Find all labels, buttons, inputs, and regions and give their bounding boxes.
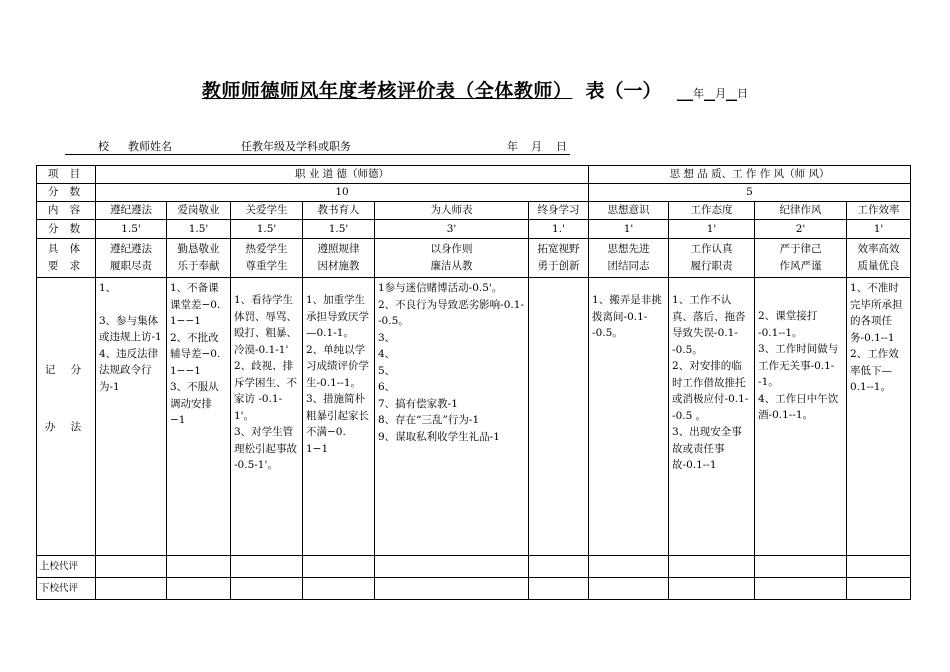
info-line [65, 138, 570, 155]
method-cell-learning [529, 278, 589, 556]
method-cell-conduct: 1参与迷信赌博活动-0.5'。 2、不良行为导致恶劣影响-0.1--0.5。 3、 4、 5、 6、 7、搞有偿家教-1 8、存在“三乱”行为-1 9、谋取私利收学生礼品-1 [375, 278, 529, 556]
points-cell: 1.5' [231, 220, 303, 239]
title-date [677, 87, 749, 100]
points-cell: 3' [375, 220, 529, 239]
year-label: 年 [693, 87, 705, 100]
project-group-ethics: 职 业 道 德（师德） [96, 166, 589, 184]
rating-cell[interactable] [167, 578, 231, 600]
rating-cell[interactable] [755, 556, 847, 578]
rating-cell[interactable] [847, 556, 911, 578]
content-cell: 教书育人 [303, 202, 375, 220]
rating-cell[interactable] [231, 556, 303, 578]
requirement-cell: 拓宽视野 勇于创新 [529, 239, 589, 278]
lower-rating-label: 下校代评 [37, 578, 96, 600]
row-project [37, 166, 911, 184]
content-cell: 遵纪遵法 [96, 202, 167, 220]
rating-cell[interactable] [303, 556, 375, 578]
method-cell-efficiency: 1、不准时完毕所承担的各项任务-0.1--1 2、工作效率低下— 0.1--1。 [847, 278, 911, 556]
content-cell: 为人师表 [375, 202, 529, 220]
upper-rating-label: 上校代评 [37, 556, 96, 578]
rating-cell[interactable] [589, 578, 669, 600]
rating-cell[interactable] [529, 578, 589, 600]
requirement-cell: 勤恳敬业 乐于奉献 [167, 239, 231, 278]
info-month-label: 月 [531, 140, 542, 153]
row-upper-rating [37, 556, 911, 578]
method-cell-law: 1、 3、参与集体或违规上访-1 4、违反法律法规政令行为-1 [96, 278, 167, 556]
points-cell: 1.5' [303, 220, 375, 239]
row-points [37, 220, 911, 239]
requirement-cell: 效率高效 质量优良 [847, 239, 911, 278]
school-label: 校 [98, 140, 109, 153]
row-lower-rating [37, 578, 911, 600]
points-cell: 1.' [529, 220, 589, 239]
info-day-label: 日 [556, 140, 567, 153]
score-group-ethics: 10 [96, 184, 589, 202]
project-group-style: 思 想 品 质、工 作 作 风（师 风） [589, 166, 911, 184]
requirement-cell: 热爱学生 尊重学生 [231, 239, 303, 278]
rating-cell[interactable] [669, 578, 755, 600]
method-cell-dedication: 1、不备课课堂差−0. 1−−1 2、不批改辅导差−0. 1−−1 3、不服从调动安排−1 [167, 278, 231, 556]
row-content [37, 202, 911, 220]
requirement-cell: 严于律己 作风严谨 [755, 239, 847, 278]
rating-cell[interactable] [375, 578, 529, 600]
row-scoring-method [37, 278, 911, 556]
method-cell-attitude: 1、工作不认真、落后、拖沓导致失误-0.1--0.5。 2、对安排的临时工作借故推托或消极应付-0.1--0.5 。 3、出现安全事故或责任事故-0.1--1 [669, 278, 755, 556]
teacher-name-label: 教师姓名 [128, 140, 172, 153]
content-cell: 工作效率 [847, 202, 911, 220]
requirement-cell: 遵照规律 因材施教 [303, 239, 375, 278]
day-blank[interactable]: __ [726, 87, 738, 100]
requirements-label: 具 体 要 求 [37, 239, 96, 278]
rating-cell[interactable] [167, 556, 231, 578]
content-cell: 终身学习 [529, 202, 589, 220]
score-group-style: 5 [589, 184, 911, 202]
rating-cell[interactable] [755, 578, 847, 600]
grade-subject-label: 任教年级及学科或职务 [241, 140, 351, 153]
info-year-label: 年 [507, 140, 518, 153]
row-requirements [37, 239, 911, 278]
requirement-cell: 以身作则 廉洁从教 [375, 239, 529, 278]
points-label: 分 数 [37, 220, 96, 239]
requirement-cell: 思想先进 团结同志 [589, 239, 669, 278]
requirement-cell: 遵纪遵法 履职尽责 [96, 239, 167, 278]
month-blank[interactable]: __ [704, 87, 716, 100]
form-subtitle: 表（一） [585, 80, 662, 102]
rating-cell[interactable] [96, 578, 167, 600]
method-cell-care: 1、看待学生体罚、辱骂、殴打、粗暴、冷漠-0.1-1' 2、歧视、排斥学困生、不家访 -0.1-1'。 3、对学生管理松引起事故 -0.5-1'。 [231, 278, 303, 556]
rating-cell[interactable] [231, 578, 303, 600]
content-cell: 爱岗敬业 [167, 202, 231, 220]
points-cell: 1' [669, 220, 755, 239]
points-cell: 1' [589, 220, 669, 239]
rating-cell[interactable] [589, 556, 669, 578]
title-bar [0, 76, 950, 103]
content-cell: 纪律作风 [755, 202, 847, 220]
rating-cell[interactable] [303, 578, 375, 600]
rating-cell[interactable] [847, 578, 911, 600]
form-title: 教师师德师风年度考核评价表（全体教师） [201, 80, 573, 102]
method-cell-ideology: 1、搬弄是非挑拨离间-0.1--0.5。 [589, 278, 669, 556]
rating-cell[interactable] [669, 556, 755, 578]
rating-cell[interactable] [375, 556, 529, 578]
rating-cell[interactable] [529, 556, 589, 578]
row-score [37, 184, 911, 202]
month-label: 月 [715, 87, 727, 100]
points-cell: 1.5' [96, 220, 167, 239]
year-blank[interactable]: ___ [676, 87, 694, 100]
content-label: 内 容 [37, 202, 96, 220]
content-cell: 工作态度 [669, 202, 755, 220]
evaluation-table [36, 165, 911, 600]
method-cell-teaching: 1、加重学生承担导致厌学—0.1-1。 2、单纯以学习成绩评价学生-0.1--1。 3、措施简朴粗暴引起家长不满−0. 1−1 [303, 278, 375, 556]
points-cell: 2' [755, 220, 847, 239]
scoring-method-label: 记 分 办 法 [37, 278, 96, 556]
requirement-cell: 工作认真 履行职责 [669, 239, 755, 278]
points-cell: 1.5' [167, 220, 231, 239]
project-label: 项 目 [37, 166, 96, 184]
points-cell: 1' [847, 220, 911, 239]
day-label: 日 [737, 87, 749, 100]
content-cell: 关爱学生 [231, 202, 303, 220]
score-label: 分 数 [37, 184, 96, 202]
rating-cell[interactable] [96, 556, 167, 578]
method-cell-discipline: 2、课堂接打 -0.1--1。 3、工作时间做与工作无关事-0.1--1。 4、工作日中午饮酒-0.1--1。 [755, 278, 847, 556]
content-cell: 思想意识 [589, 202, 669, 220]
